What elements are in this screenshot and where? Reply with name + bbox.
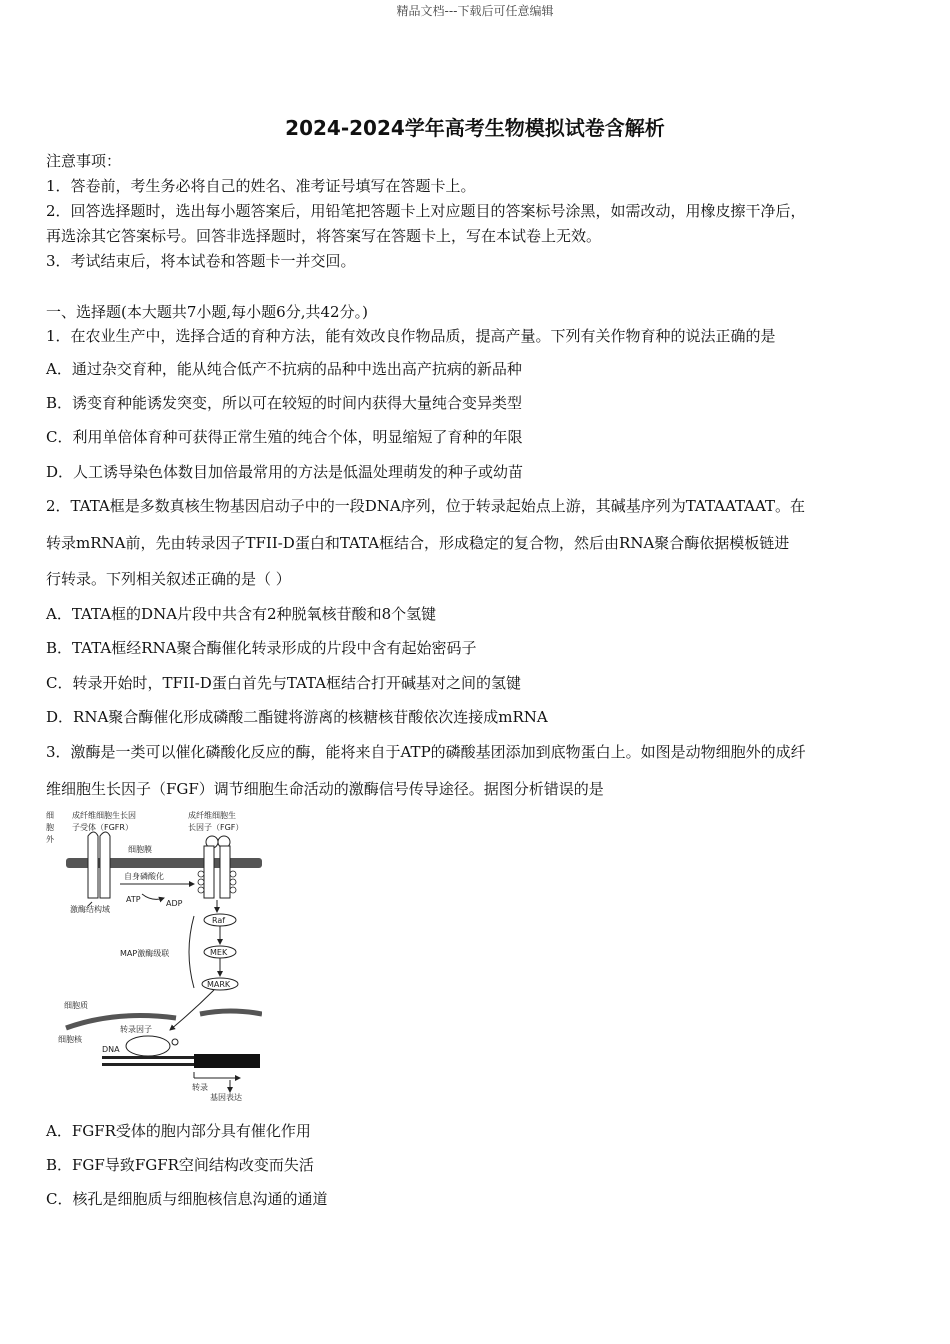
outside-label: 外 <box>46 835 54 844</box>
factor-label: 成纤维细胞生 <box>188 811 236 820</box>
q2-option-c: C．转录开始时，TFII-D蛋白首先与TATA框结合打开碱基对之间的氢键 <box>46 674 522 692</box>
q3-option-c: C．核孔是细胞质与细胞核信息沟通的通道 <box>46 1190 328 1208</box>
kinase-domain-label: 激酶结构域 <box>70 905 110 914</box>
outside-label: 胞 <box>46 823 54 832</box>
q1-option-a: A．通过杂交育种，能从纯合低产不抗病的品种中选出高产抗病的新品种 <box>46 360 522 378</box>
tf-label: 转录因子 <box>120 1025 152 1034</box>
q1-stem: 1．在农业生产中，选择合适的育种方法，能有效改良作物品质，提高产量。下列有关作物育种的说法正确的是 <box>46 327 776 345</box>
factor-label: 长因子（FGF） <box>188 823 244 832</box>
expression-label: 基因表达 <box>210 1093 242 1102</box>
atp-label: ATP <box>126 895 141 904</box>
phosphate-groups <box>198 871 236 893</box>
dna-label: DNA <box>102 1045 120 1054</box>
q2-option-d: D．RNA聚合酶催化形成磷酸二酯键将游离的核糖核苷酸依次连接成mRNA <box>46 708 548 726</box>
q2-stem-line: 行转录。下列相关叙述正确的是（ ） <box>46 570 291 588</box>
notice-item: 1．答卷前，考生务必将自己的姓名、准考证号填写在答题卡上。 <box>46 177 476 195</box>
fgf-signaling-figure <box>44 806 262 1102</box>
q3-stem-line: 3．激酶是一类可以催化磷酸化反应的酶，能将来自于ATP的磷酸基团添加到底物蛋白上。如图是动物细胞外的成纤 <box>46 743 806 761</box>
q1-option-c: C．利用单倍体育种可获得正常生殖的纯合个体，明显缩短了育种的年限 <box>46 428 523 446</box>
q3-stem-line: 维细胞生长因子（FGF）调节细胞生命活动的激酶信号传导途径。据图分析错误的是 <box>46 780 604 798</box>
q2-option-b: B．TATA框经RNA聚合酶催化转录形成的片段中含有起始密码子 <box>46 639 477 657</box>
outside-label: 细 <box>46 811 54 820</box>
section-heading: 一、选择题(本大题共7小题,每小题6分,共42分。) <box>46 303 368 321</box>
membrane-label: 细胞膜 <box>128 845 152 854</box>
notice-heading: 注意事项： <box>46 152 122 170</box>
transcription-factor <box>126 1036 170 1056</box>
q1-option-b: B．诱变育种能诱发突变，所以可在较短的时间内获得大量纯合变异类型 <box>46 394 523 412</box>
transcription-label: 转录 <box>192 1083 208 1092</box>
q3-option-a: A．FGFR受体的胞内部分具有催化作用 <box>46 1122 311 1140</box>
mark-label: MARK <box>207 980 231 989</box>
q3-option-b: B．FGF导致FGFR空间结构改变而失活 <box>46 1156 314 1174</box>
nuclear-envelope-right <box>200 1011 262 1014</box>
mek-label: MEK <box>210 948 228 957</box>
receptor-label: 成纤维细胞生长因 <box>72 811 136 820</box>
cascade-label: MAP激酶级联 <box>120 949 170 958</box>
cytoplasm-label: 细胞质 <box>64 1001 88 1010</box>
cascade-bracket <box>189 916 194 988</box>
gene-region <box>194 1054 260 1068</box>
autophos-label: 自身磷酸化 <box>124 872 164 881</box>
notice-item: 2．回答选择题时，选出每小题答案后，用铅笔把答题卡上对应题目的答案标号涂黑，如需改动，用橡皮擦干净后， <box>46 202 806 220</box>
notice-item: 3．考试结束后，将本试卷和答题卡一并交回。 <box>46 252 356 270</box>
adp-label: ADP <box>166 899 183 908</box>
nucleus-label: 细胞核 <box>58 1035 82 1044</box>
q1-option-d: D．人工诱导染色体数目加倍最常用的方法是低温处理萌发的种子或幼苗 <box>46 463 524 481</box>
q2-stem-line: 2．TATA框是多数真核生物基因启动子中的一段DNA序列，位于转录起始点上游，其碱基序列为TATAATAAT。在 <box>46 497 806 515</box>
raf-label: Raf <box>212 916 226 925</box>
receptor-label: 子受体（FGFR） <box>72 823 133 832</box>
q2-stem-line: 转录mRNA前，先由转录因子TFII-D蛋白和TATA框结合，形成稳定的复合物，然后由RNA聚合酶依据模板链进 <box>46 534 790 552</box>
header-note: 精品文档---下载后可任意编辑 <box>396 4 554 18</box>
document-title: 2024-2024学年高考生物模拟试卷含解析 <box>285 116 665 140</box>
q2-option-a: A．TATA框的DNA片段中共含有2种脱氧核苷酸和8个氢键 <box>46 605 437 623</box>
notice-item: 再选涂其它答案标号。回答非选择题时，将答案写在答题卡上，写在本试卷上无效。 <box>46 227 602 245</box>
